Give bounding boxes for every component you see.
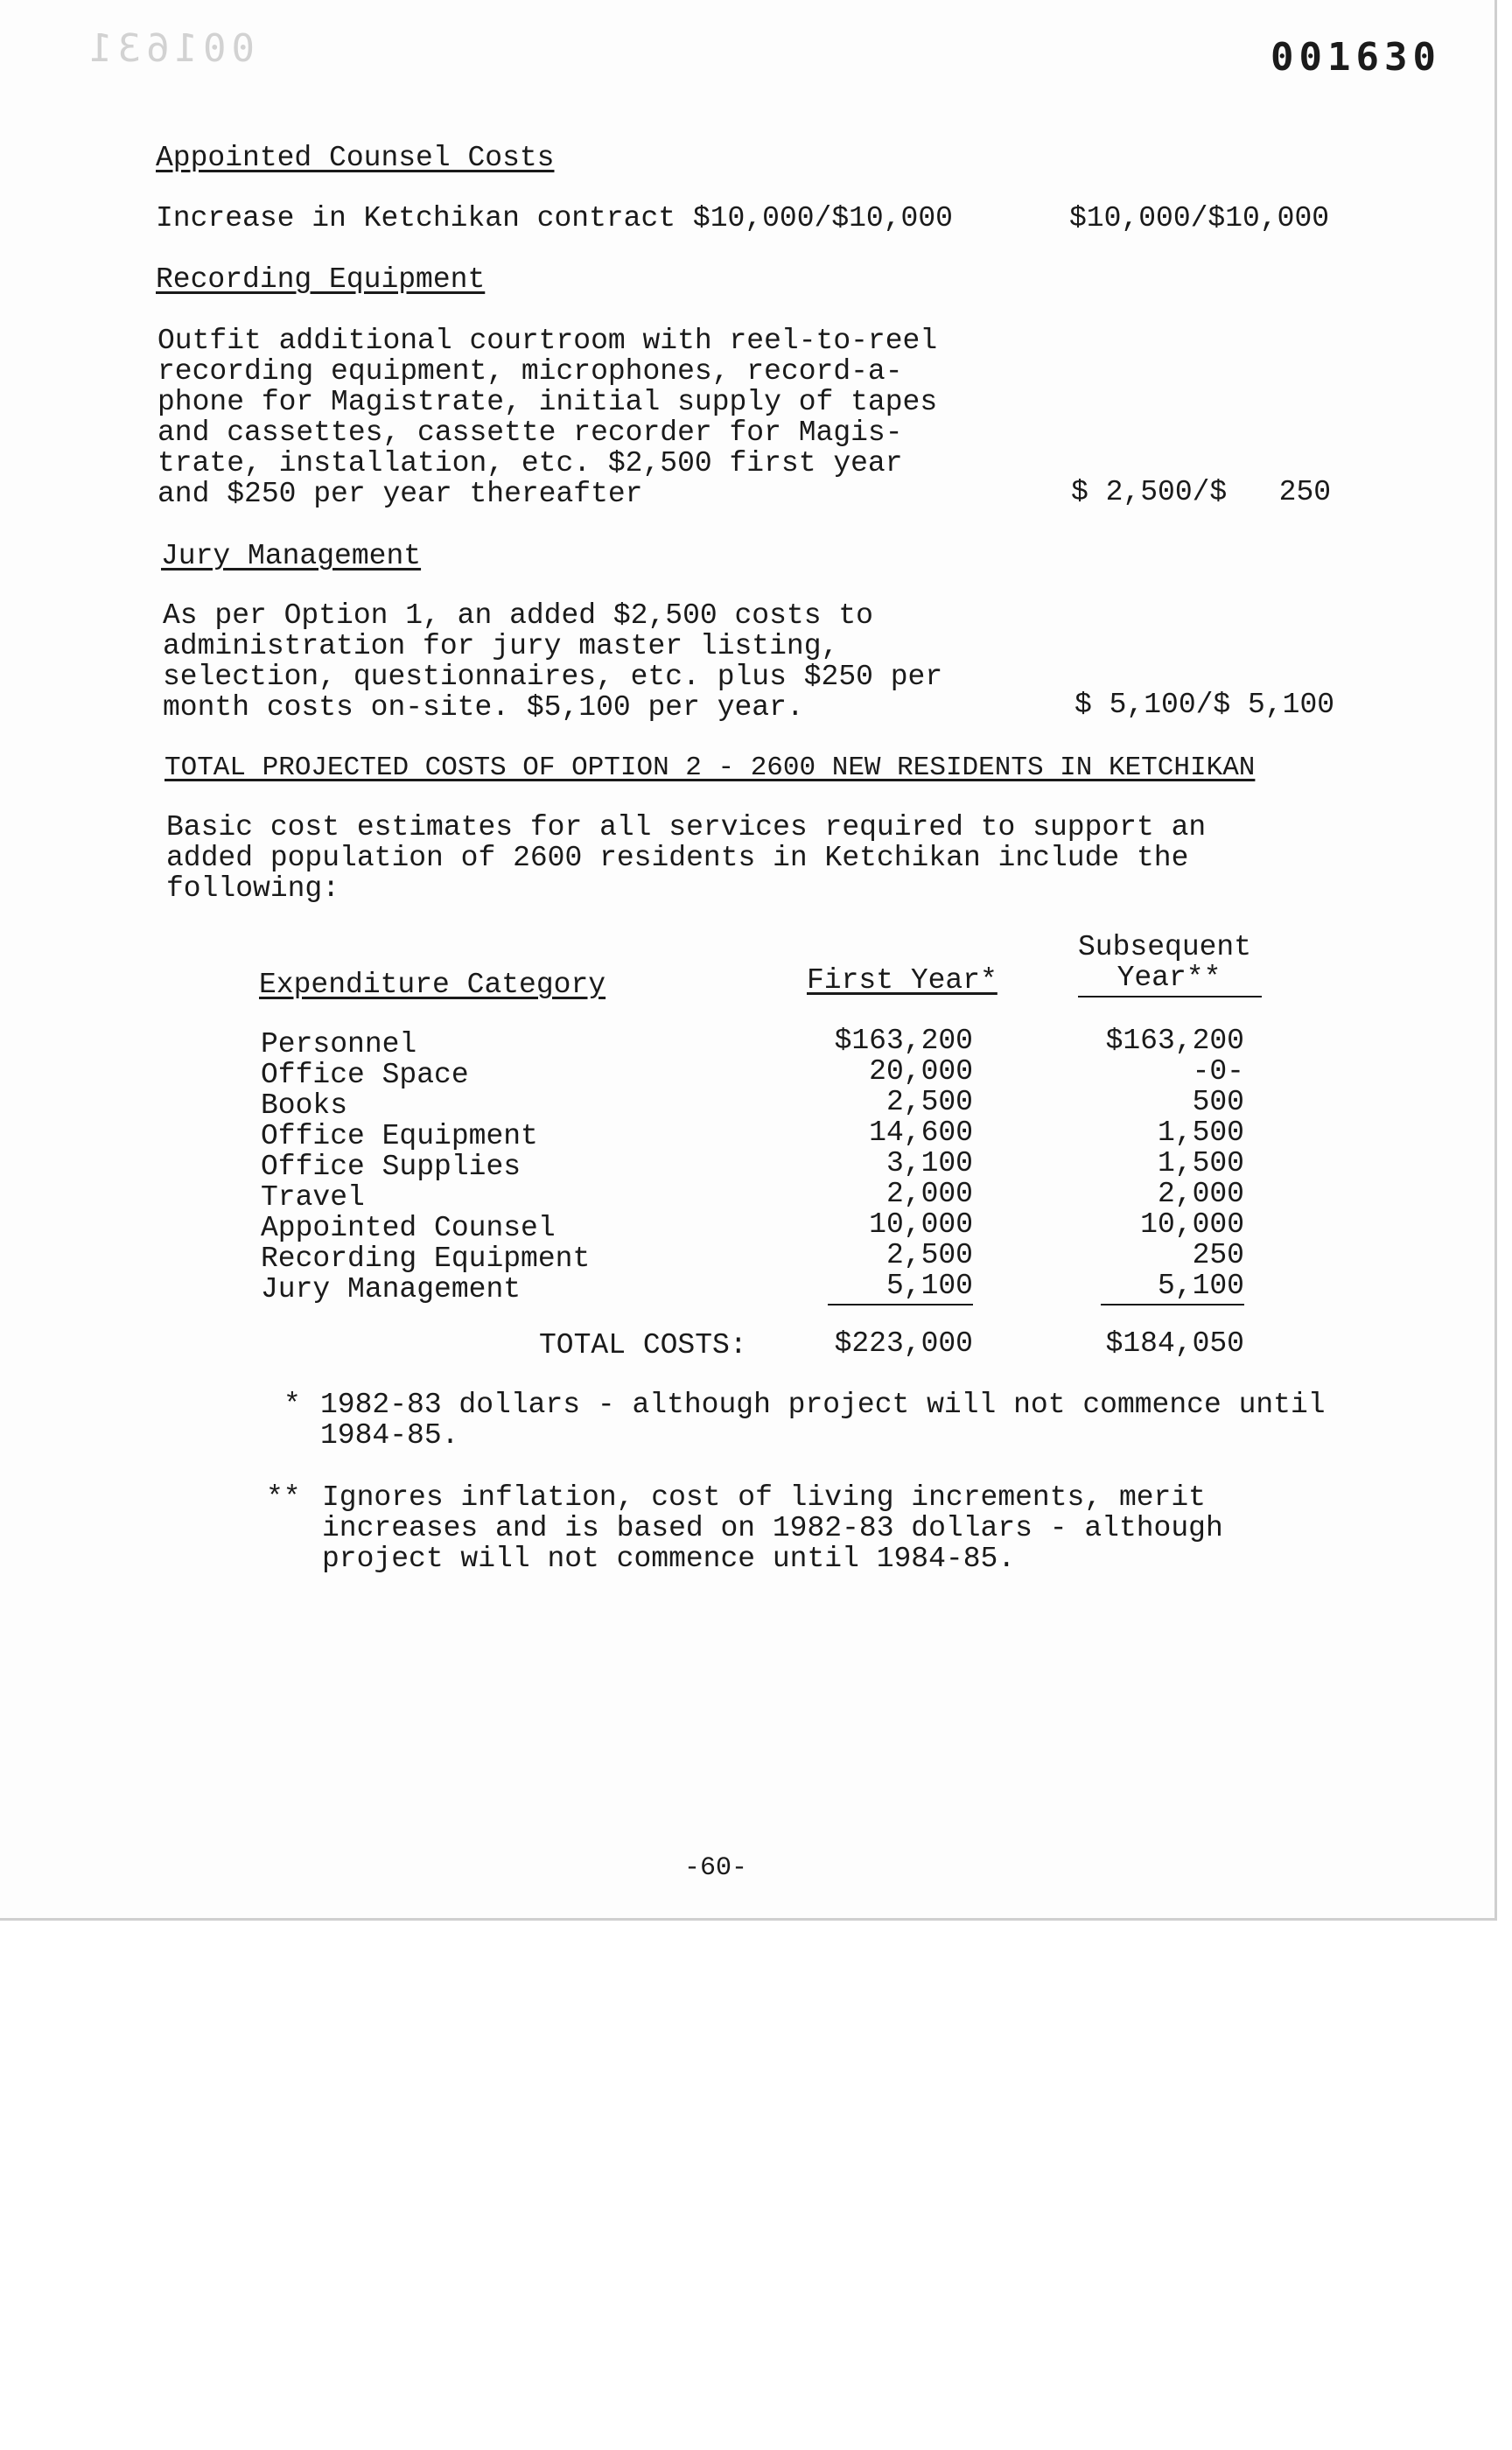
footnote-one-text: 1982-83 dollars - although project will not commence until 1984-85.	[320, 1389, 1326, 1452]
row-subsequent-year: 5,100	[1157, 1270, 1244, 1302]
row-first-year: 2,000	[886, 1178, 973, 1210]
jury-management-amount: $ 5,100/$ 5,100	[1074, 689, 1335, 721]
header-first-year: First Year*	[807, 964, 998, 997]
row-category: Office Equipment	[261, 1120, 538, 1152]
footnote-one-marker: *	[284, 1389, 301, 1421]
row-category: Personnel	[261, 1028, 417, 1060]
row-subsequent-year: 250	[1192, 1239, 1244, 1271]
row-category: Travel	[261, 1181, 365, 1214]
recording-equipment-heading: Recording Equipment	[156, 263, 486, 296]
row-subsequent-year: 1,500	[1157, 1147, 1244, 1180]
header-expenditure-category: Expenditure Category	[259, 969, 606, 1001]
row-category: Jury Management	[261, 1273, 522, 1306]
document-stamp-number: 001630	[1270, 35, 1441, 80]
appointed-counsel-heading: Appointed Counsel Costs	[156, 142, 555, 174]
row-subsequent-year: 500	[1192, 1086, 1244, 1118]
row-first-year: $163,200	[834, 1025, 973, 1057]
total-projected-heading: TOTAL PROJECTED COSTS OF OPTION 2 - 2600 NEW RESIDENTS IN KETCHIKAN	[164, 752, 1256, 783]
total-subsequent-year: $184,050	[1105, 1327, 1244, 1360]
row-category: Appointed Counsel	[261, 1212, 556, 1244]
total-costs-label: TOTAL COSTS:	[539, 1329, 747, 1362]
appointed-counsel-amount: $10,000/$10,000	[1069, 202, 1330, 234]
row-first-year: 3,100	[886, 1147, 973, 1180]
bleed-through-number: 001631	[84, 26, 255, 71]
total-first-year: $223,000	[834, 1327, 973, 1360]
total-projected-text: Basic cost estimates for all services required to support an added population of 2600 residents in Ketchikan include the following:	[166, 811, 1207, 905]
recording-equipment-text: Outfit additional courtroom with reel-to-reel recording equipment, microphones, record-a- phone for Magistrate, initial supply of tapes and cassettes, cassette recorder for Magis- trate, installation, etc. $2,500 first year and $250 per year thereafter	[158, 325, 938, 510]
jury-management-heading: Jury Management	[161, 540, 422, 572]
row-first-year: 20,000	[869, 1055, 973, 1088]
row-subsequent-year: 2,000	[1157, 1178, 1244, 1210]
row-category: Office Space	[261, 1059, 469, 1091]
row-first-year: 14,600	[869, 1116, 973, 1149]
footnote-two-text: Ignores inflation, cost of living increments, merit increases and is based on 1982-83 dollars - although project will not commence until 1984-85.	[322, 1481, 1223, 1575]
header-subsequent-line2: Year**	[1116, 962, 1222, 994]
row-category: Office Supplies	[261, 1151, 522, 1183]
first-year-subtotal-rule	[828, 1304, 973, 1306]
row-subsequent-year: 10,000	[1140, 1208, 1244, 1241]
appointed-counsel-text: Increase in Ketchikan contract $10,000/$10,000	[156, 202, 953, 234]
row-category: Recording Equipment	[261, 1242, 591, 1275]
row-first-year: 2,500	[886, 1086, 973, 1118]
row-first-year: 5,100	[886, 1270, 973, 1302]
row-subsequent-year: $163,200	[1105, 1025, 1244, 1057]
subsequent-subtotal-rule	[1101, 1304, 1244, 1306]
row-first-year: 10,000	[869, 1208, 973, 1241]
jury-management-text: As per Option 1, an added $2,500 costs to administration for jury master listing, selection, questionnaires, etc. plus $250 per month costs on-site. $5,100 per year.	[163, 599, 943, 724]
footnote-two-marker: **	[266, 1481, 301, 1514]
row-first-year: 2,500	[886, 1239, 973, 1271]
row-subsequent-year: -0-	[1192, 1055, 1244, 1088]
header-subsequent-line1: Subsequent	[1078, 931, 1252, 963]
row-subsequent-year: 1,500	[1157, 1116, 1244, 1149]
row-category: Books	[261, 1089, 348, 1122]
page-number: -60-	[684, 1853, 748, 1883]
recording-equipment-amount: $ 2,500/$ 250	[1071, 476, 1332, 508]
header-subsequent-underline	[1078, 996, 1262, 998]
